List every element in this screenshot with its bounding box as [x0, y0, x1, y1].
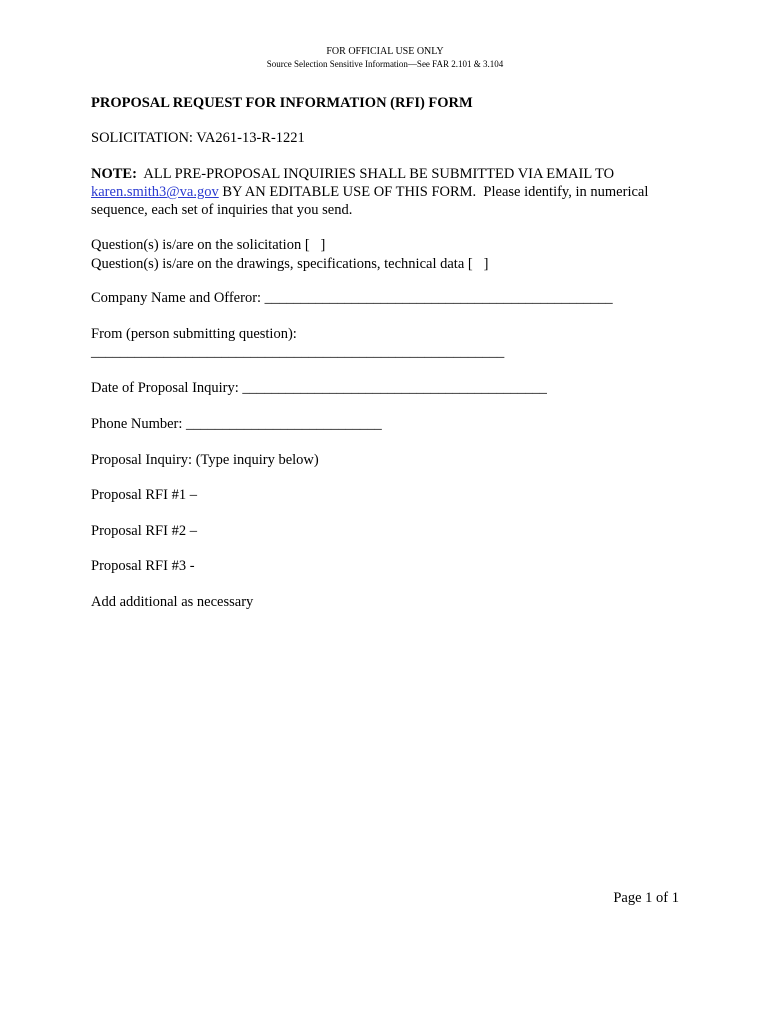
page-number: Page 1 of 1 — [613, 890, 679, 906]
header-classification: FOR OFFICIAL USE ONLY — [326, 46, 444, 57]
form-title: PROPOSAL REQUEST FOR INFORMATION (RFI) FORM — [91, 95, 473, 111]
additional-note: Add additional as necessary — [91, 594, 254, 610]
note-text-part-2: BY AN EDITABLE USE OF THIS FORM. Please identify, in numerical sequence, each set of inquiries that you send. — [91, 184, 652, 218]
email-link[interactable]: karen.smith3@va.gov — [91, 184, 219, 200]
submission-note — [91, 165, 691, 219]
date-of-inquiry-field[interactable]: Date of Proposal Inquiry: __________________________________________ — [91, 380, 547, 396]
solicitation-number: SOLICITATION: VA261-13-R-1221 — [91, 130, 305, 146]
proposal-rfi-1[interactable]: Proposal RFI #1 – — [91, 487, 197, 503]
header-sensitivity-notice: Source Selection Sensitive Information—See FAR 2.101 & 3.104 — [266, 59, 504, 69]
question-solicitation-checkbox-line[interactable]: Question(s) is/are on the solicitation [ ] — [91, 237, 326, 253]
proposal-inquiry-label: Proposal Inquiry: (Type inquiry below) — [91, 452, 319, 468]
from-field[interactable]: _________________________________________________________ — [91, 344, 505, 360]
proposal-rfi-3[interactable]: Proposal RFI #3 - — [91, 558, 195, 574]
from-label: From (person submitting question): — [91, 326, 297, 342]
phone-number-field[interactable]: Phone Number: ___________________________ — [91, 416, 382, 432]
company-name-field[interactable]: Company Name and Offeror: ________________________________________________ — [91, 290, 613, 306]
note-label: NOTE: — [91, 166, 137, 182]
page-header — [0, 46, 770, 70]
question-drawings-checkbox-line[interactable]: Question(s) is/are on the drawings, specifications, technical data [ ] — [91, 256, 489, 272]
proposal-rfi-2[interactable]: Proposal RFI #2 – — [91, 523, 197, 539]
note-text-part-1: ALL PRE-PROPOSAL INQUIRIES SHALL BE SUBMITTED VIA EMAIL TO — [136, 166, 618, 182]
